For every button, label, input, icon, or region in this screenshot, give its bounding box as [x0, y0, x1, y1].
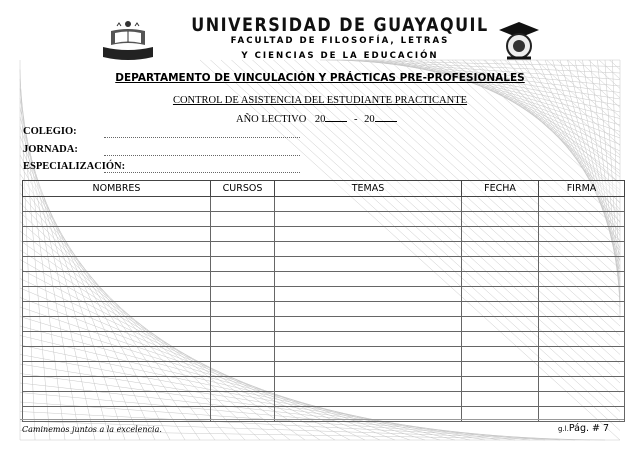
table-cell-firma[interactable]: [539, 257, 625, 272]
table-cell-temas[interactable]: [275, 212, 462, 227]
faculty-line-1: FACULTAD DE FILOSOFÍA, LETRAS: [230, 36, 450, 46]
footer-divider: [20, 419, 624, 420]
year-to-blank[interactable]: [375, 121, 397, 122]
table-cell-nombres[interactable]: [23, 257, 211, 272]
table-cell-fecha[interactable]: [462, 377, 539, 392]
table-cell-temas[interactable]: [275, 287, 462, 302]
table-cell-temas[interactable]: [275, 347, 462, 362]
faculty-line-2: Y CIENCIAS DE LA EDUCACIÓN: [241, 51, 439, 61]
table-cell-cursos[interactable]: [211, 287, 275, 302]
table-cell-nombres[interactable]: [23, 287, 211, 302]
table-cell-cursos[interactable]: [211, 227, 275, 242]
table-row: [23, 197, 625, 212]
table-cell-nombres[interactable]: [23, 332, 211, 347]
table-cell-fecha[interactable]: [462, 197, 539, 212]
table-cell-nombres[interactable]: [23, 227, 211, 242]
column-header-firma: FIRMA: [539, 181, 625, 197]
table-cell-fecha[interactable]: [462, 212, 539, 227]
table-cell-temas[interactable]: [275, 197, 462, 212]
table-cell-nombres[interactable]: [23, 392, 211, 407]
table-cell-cursos[interactable]: [211, 392, 275, 407]
table-row: [23, 242, 625, 257]
table-cell-temas[interactable]: [275, 377, 462, 392]
table-cell-temas[interactable]: [275, 272, 462, 287]
table-cell-fecha[interactable]: [462, 362, 539, 377]
table-cell-temas[interactable]: [275, 362, 462, 377]
table-cell-cursos[interactable]: [211, 212, 275, 227]
attendance-table: [22, 180, 625, 422]
table-row: [23, 227, 625, 242]
table-cell-firma[interactable]: [539, 362, 625, 377]
table-cell-fecha[interactable]: [462, 227, 539, 242]
table-cell-cursos[interactable]: [211, 362, 275, 377]
table-header-row: [23, 181, 625, 197]
column-header-fecha: FECHA: [462, 181, 539, 197]
table-row: [23, 362, 625, 377]
table-row: [23, 377, 625, 392]
table-cell-cursos[interactable]: [211, 272, 275, 287]
table-cell-firma[interactable]: [539, 347, 625, 362]
table-row: [23, 392, 625, 407]
table-cell-firma[interactable]: [539, 392, 625, 407]
academic-year-label: AÑO LECTIVO: [236, 114, 307, 125]
table-cell-temas[interactable]: [275, 317, 462, 332]
table-cell-temas[interactable]: [275, 302, 462, 317]
control-title: CONTROL DE ASISTENCIA DEL ESTUDIANTE PRACTICANTE: [172, 95, 468, 106]
table-cell-nombres[interactable]: [23, 197, 211, 212]
table-cell-firma[interactable]: [539, 377, 625, 392]
table-row: [23, 272, 625, 287]
university-logo: [99, 17, 157, 63]
university-name: UNIVERSIDAD DE GUAYAQUIL: [191, 13, 489, 36]
footer-motto: Caminemos juntos a la excelencia.: [22, 425, 162, 434]
table-body: [23, 197, 625, 422]
table-cell-fecha[interactable]: [462, 347, 539, 362]
table-cell-fecha[interactable]: [462, 242, 539, 257]
table-cell-fecha[interactable]: [462, 287, 539, 302]
table-row: [23, 302, 625, 317]
table-cell-firma[interactable]: [539, 287, 625, 302]
table-cell-temas[interactable]: [275, 257, 462, 272]
table-cell-firma[interactable]: [539, 317, 625, 332]
page-number: [558, 423, 609, 434]
footer-initials: g.l.: [558, 425, 569, 433]
table-row: [23, 332, 625, 347]
page-number-text: Pág. # 7: [568, 423, 610, 434]
academic-year: [236, 114, 397, 125]
table-row: [23, 317, 625, 332]
table-cell-cursos[interactable]: [211, 302, 275, 317]
table-cell-nombres[interactable]: [23, 302, 211, 317]
table-cell-firma[interactable]: [539, 302, 625, 317]
table-cell-nombres[interactable]: [23, 317, 211, 332]
table-cell-nombres[interactable]: [23, 377, 211, 392]
table-cell-nombres[interactable]: [23, 242, 211, 257]
table-row: [23, 347, 625, 362]
table-cell-fecha[interactable]: [462, 272, 539, 287]
table-cell-cursos[interactable]: [211, 347, 275, 362]
colegio-label: COLEGIO:: [23, 126, 77, 137]
year-from-blank[interactable]: [325, 121, 347, 122]
especializacion-field[interactable]: [104, 171, 300, 173]
table-cell-fecha[interactable]: [462, 302, 539, 317]
table-cell-cursos[interactable]: [211, 257, 275, 272]
table-row: [23, 257, 625, 272]
table-cell-temas[interactable]: [275, 332, 462, 347]
table-cell-firma[interactable]: [539, 212, 625, 227]
department-title: DEPARTAMENTO DE VINCULACIÓN Y PRÁCTICAS PRE-PROFESIONALES: [115, 72, 525, 84]
table-cell-temas[interactable]: [275, 227, 462, 242]
jornada-field[interactable]: [104, 154, 300, 156]
table-cell-nombres[interactable]: [23, 272, 211, 287]
year-to-prefix: 20: [364, 114, 375, 125]
table-cell-fecha[interactable]: [462, 317, 539, 332]
table-cell-firma[interactable]: [539, 272, 625, 287]
table-cell-cursos[interactable]: [211, 332, 275, 347]
column-header-nombres: NOMBRES: [23, 181, 211, 197]
table-cell-cursos[interactable]: [211, 317, 275, 332]
especializacion-label: ESPECIALIZACIÓN:: [23, 161, 126, 172]
table-cell-nombres[interactable]: [23, 362, 211, 377]
table-cell-firma[interactable]: [539, 332, 625, 347]
table-cell-nombres[interactable]: [23, 347, 211, 362]
table-cell-cursos[interactable]: [211, 197, 275, 212]
year-from-prefix: 20: [314, 114, 326, 125]
table-cell-fecha[interactable]: [462, 332, 539, 347]
table-row: [23, 287, 625, 302]
colegio-field[interactable]: [104, 136, 300, 138]
table-cell-firma[interactable]: [539, 197, 625, 212]
table-cell-firma[interactable]: [539, 242, 625, 257]
table-cell-fecha[interactable]: [462, 257, 539, 272]
table-cell-nombres[interactable]: [23, 212, 211, 227]
table-cell-temas[interactable]: [275, 242, 462, 257]
table-cell-cursos[interactable]: [211, 242, 275, 257]
jornada-label: JORNADA:: [23, 144, 78, 155]
year-separator: -: [354, 114, 358, 125]
column-header-temas: TEMAS: [275, 181, 462, 197]
table-cell-fecha[interactable]: [462, 392, 539, 407]
table-cell-firma[interactable]: [539, 227, 625, 242]
column-header-cursos: CURSOS: [211, 181, 275, 197]
table-cell-temas[interactable]: [275, 392, 462, 407]
table-row: [23, 212, 625, 227]
table-cell-cursos[interactable]: [211, 377, 275, 392]
